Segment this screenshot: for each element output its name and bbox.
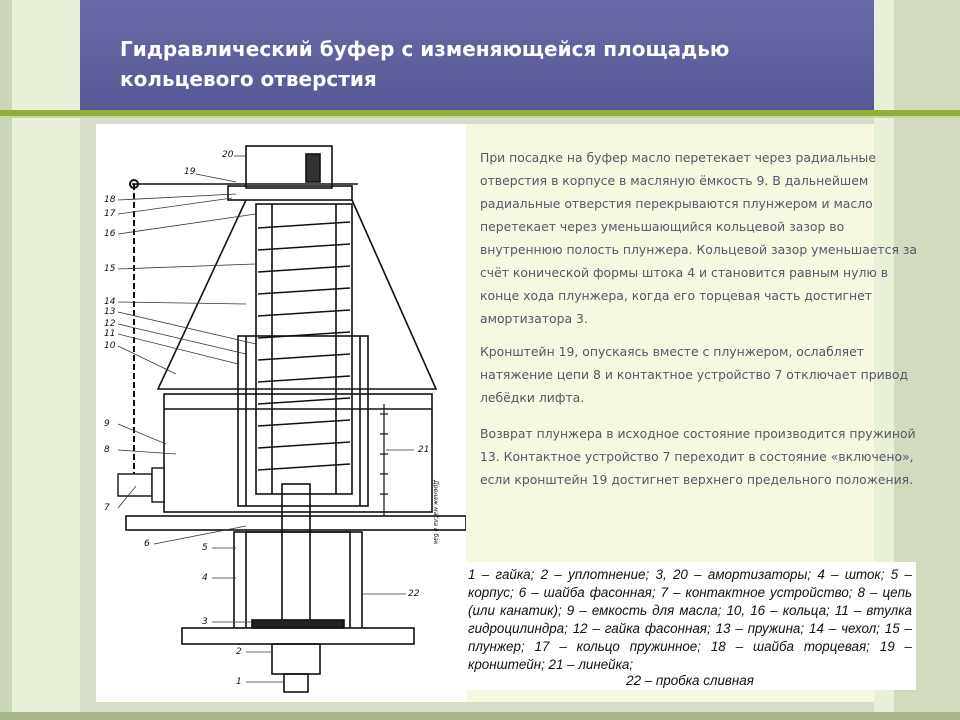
drawing-label: 8 bbox=[104, 445, 110, 455]
drawing-label: 16 bbox=[104, 229, 116, 239]
drawing-label: 20 bbox=[222, 150, 234, 160]
legend-last-line: 22 – пробка сливная bbox=[626, 673, 754, 688]
slide-title-line-2: кольцевого отверстия bbox=[120, 67, 377, 91]
slide-title-line-1: Гидравлический буфер с изменяющейся площадью bbox=[120, 37, 730, 61]
drawing-label: 18 bbox=[104, 195, 116, 205]
drawing-label: 11 bbox=[104, 329, 116, 339]
drawing-label: 9 bbox=[104, 419, 110, 429]
drawing-label: 22 bbox=[408, 589, 420, 599]
slide-header bbox=[80, 0, 874, 110]
drawing-label: 15 bbox=[104, 264, 116, 274]
buffer-drawing-svg bbox=[96, 124, 466, 702]
drawing-label: 21 bbox=[418, 445, 430, 455]
description-paragraph: Возврат плунжера в исходное состояние производится пружиной 13. Контактное устройство 7 переходит в состояние «включено», если кронштейн 19 достигнет верхнего предельного положения. bbox=[480, 426, 916, 487]
drawing-label: 7 bbox=[104, 503, 110, 513]
drawing-label: 10 bbox=[104, 341, 116, 351]
drawing-note: Дренаж масла в бак bbox=[432, 480, 439, 545]
description-paragraph: При посадке на буфер масло перетекает через радиальные отверстия в корпусе в масляную ёмкость 9. В дальнейшем радиальные отверстия перекрываются плунжером и масло перетекает через уменьшающийся кольцевой зазор во внутреннюю полость плунжера. Кольцевой зазор уменьшается за счёт конической формы штока 4 и становится равным нулю в конце хода плунжера, когда его торцевая часть достигнет амортизатора 3. bbox=[480, 150, 918, 326]
parts-legend bbox=[464, 562, 916, 690]
drawing-label: 4 bbox=[202, 573, 208, 583]
drawing-label: 17 bbox=[104, 209, 116, 219]
drawing-label: 6 bbox=[144, 539, 150, 549]
drawing-label: 3 bbox=[202, 617, 208, 627]
bottom-bar bbox=[0, 712, 960, 720]
legend-text: 1 – гайка; 2 – уплотнение; 3, 20 – амортизаторы; 4 – шток; 5 – корпус; 6 – шайба фасонная; 7 – контактное устройство; 8 – цепь (или канатик); 9 – емкость для масла; 10, 16 – кольца; 11 – втулка гидроцилиндра; 12 – гайка фасонная; 13 – пружина; 14 – чехол; 15 – плунжер; 17 – кольцо пружинное; 18 – шайба торцевая; 19 – кронштейн; 21 – линейка; bbox=[468, 567, 912, 672]
drawing-label: 13 bbox=[104, 307, 116, 317]
drawing-label: 2 bbox=[236, 647, 242, 657]
background-stripe bbox=[0, 0, 12, 720]
drawing-label: 19 bbox=[184, 167, 196, 177]
slide-title bbox=[120, 34, 840, 94]
drawing-label: 1 bbox=[236, 677, 242, 687]
drawing-label: 14 bbox=[104, 297, 116, 307]
buffer-technical-drawing bbox=[96, 124, 466, 702]
background-stripe bbox=[12, 0, 80, 720]
drawing-label: 12 bbox=[104, 319, 116, 329]
drawing-label: 5 bbox=[202, 543, 208, 553]
description-panel bbox=[470, 124, 918, 544]
description-paragraph: Кронштейн 19, опускаясь вместе с плунжером, ослабляет натяжение цепи 8 и контактное устройство 7 отключает привод лебёдки лифта. bbox=[480, 344, 909, 405]
header-accent-line bbox=[0, 116, 960, 118]
